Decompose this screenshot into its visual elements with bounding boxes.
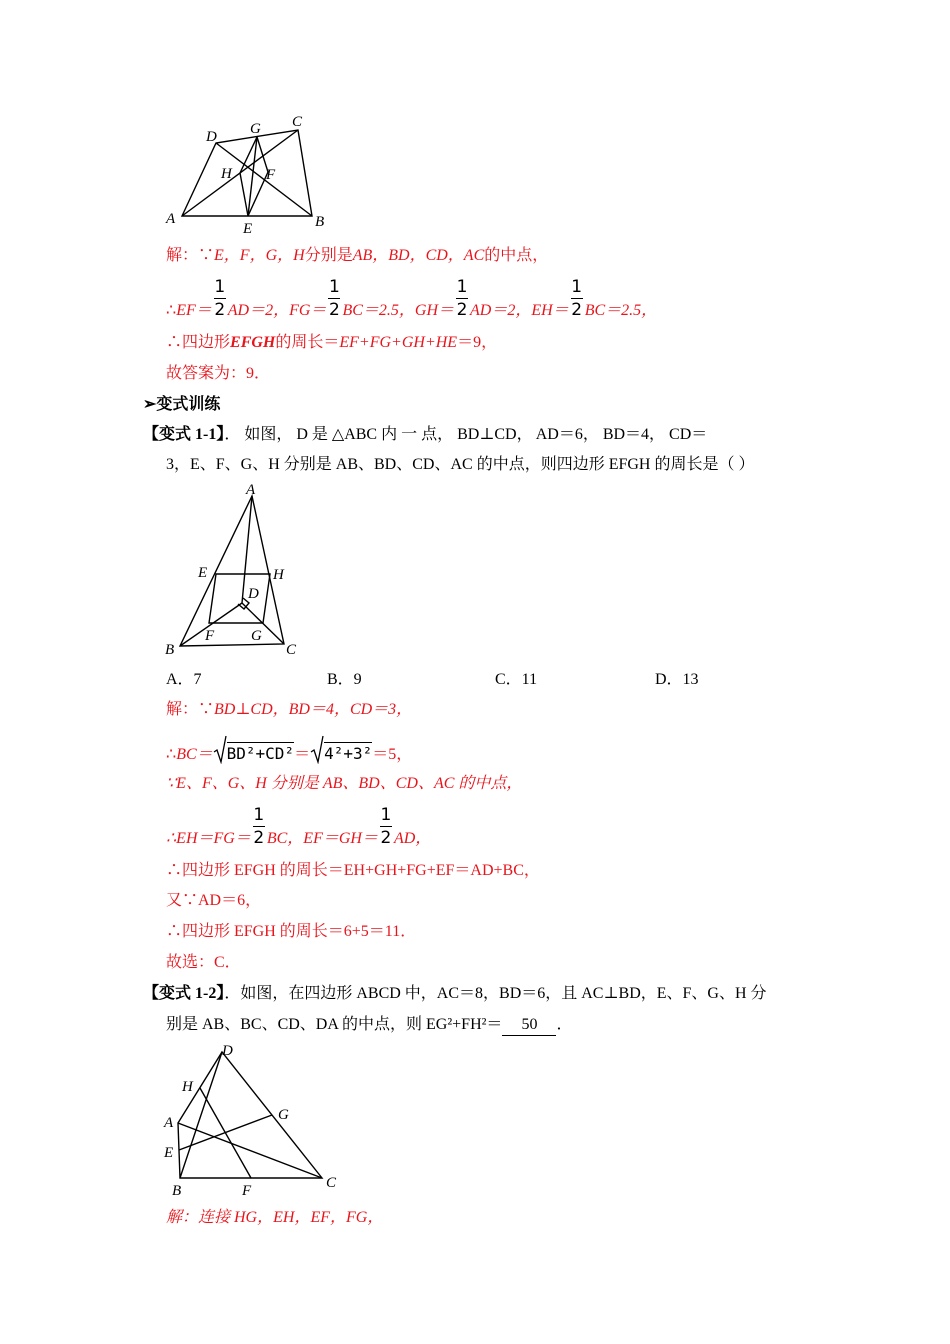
label-D: D <box>206 129 217 145</box>
sol1-line1: 解：∵E，F，G，H分别是AB，BD，CD，AC的中点， <box>166 247 549 264</box>
label-A: A <box>246 482 256 498</box>
answer-blank: 50 <box>502 1015 556 1036</box>
label-G: G <box>278 1107 289 1123</box>
choice-d[interactable]: D．13 <box>655 671 699 688</box>
label-E: E <box>198 565 208 581</box>
sol1-line2: ∴EF＝ $\frac{1}{2}$ AD＝2，FG＝ $\frac{1}{2}$ BC＝2.5，GH＝ $\frac{1}{2}$ AD＝2，EH＝ $\frac{1}{2}$ BC＝2.5， <box>166 277 658 321</box>
label-C: C <box>286 642 297 658</box>
label-G: G <box>251 628 262 644</box>
label-B: B <box>165 642 175 658</box>
sol2-line5: ∴四边形 EFGH 的周长＝EH+GH+FG+EF＝AD+BC， <box>166 862 540 879</box>
sol2-line7: ∴四边形 EFGH 的周长＝6+5＝11． <box>166 923 417 940</box>
sol2-line2: ∴BC＝ BD²+CD²＝ 4²+3²＝5， <box>166 742 412 765</box>
fraction-half: $\frac{1}{2}$ <box>571 277 583 321</box>
label-H: H <box>273 567 284 583</box>
label-A: A <box>166 211 176 227</box>
sol1-line3: ∴四边形EFGH的周长＝EF+FG+GH+HE＝9， <box>166 334 498 351</box>
fraction-half: $\frac{1}{2}$ <box>214 277 226 321</box>
label-E: E <box>164 1145 174 1161</box>
figure-quadrilateral-3 <box>160 1040 350 1200</box>
label-C: C <box>292 114 303 130</box>
question-1-1-line1: 【变式 1-1】． 如图， D 是 △ABC 内 一 点， BD⊥CD， AD＝6， BD＝4， CD＝ <box>143 426 708 443</box>
section-title: ➢变式训练 <box>143 396 221 413</box>
bullet-arrow-icon: ➢ <box>143 396 157 413</box>
label-F: F <box>266 167 276 183</box>
label-H: H <box>182 1079 193 1095</box>
sol3-line1: 解：连接 HG，EH，EF，FG， <box>166 1209 384 1226</box>
choice-c[interactable]: C．11 <box>495 671 538 688</box>
sqrt-expression-2: 4²+3² <box>310 742 372 764</box>
sol1-line4: 故答案为：9． <box>166 365 271 382</box>
sqrt-expression-1: BD²+CD² <box>213 742 294 764</box>
label-H: H <box>221 166 232 182</box>
label-D: D <box>248 586 259 602</box>
question-1-2-line2: 别是 AB、BC、CD、DA 的中点，则 EG²+FH²＝ 50 ． <box>166 1015 572 1036</box>
fraction-half: $\frac{1}{2}$ <box>329 277 340 321</box>
question-1-1-line2: 3，E、F、G、H 分别是 AB、BD、CD、AC 的中点，则四边形 EFGH 的周长是（ ） <box>166 456 755 473</box>
fraction-half: $\frac{1}{2}$ <box>456 277 468 321</box>
label-F: F <box>205 628 215 644</box>
fraction-half: $\frac{1}{2}$ <box>380 805 392 849</box>
sol2-line6: 又∵AD＝6， <box>166 892 262 909</box>
label-G: G <box>250 121 261 137</box>
label-C: C <box>326 1175 337 1191</box>
label-A: A <box>164 1115 174 1131</box>
figure-triangle-2 <box>160 478 310 663</box>
sol2-line1: 解：∵BD⊥CD，BD＝4，CD＝3， <box>166 701 413 718</box>
choice-a[interactable]: A．7 <box>166 671 202 688</box>
sol2-line8: 故选：C． <box>166 954 241 971</box>
label-D: D <box>222 1043 233 1059</box>
label-F: F <box>242 1183 252 1199</box>
label-E: E <box>243 221 253 237</box>
fraction-half: $\frac{1}{2}$ <box>253 805 265 849</box>
sol2-line4: ∴EH＝FG＝ $\frac{1}{2}$ BC，EF＝GH＝ $\frac{1}{2}$ AD， <box>166 805 432 849</box>
figure-quadrilateral-1 <box>160 110 340 240</box>
sol2-line3: ∵E、F、G、H 分别是 AB、BD、CD、AC 的中点， <box>166 775 523 792</box>
question-1-2-line1: 【变式 1-2】．如图，在四边形 ABCD 中，AC＝8，BD＝6，且 AC⊥BD，E、F、G、H 分 <box>143 985 767 1002</box>
choice-b[interactable]: B．9 <box>327 671 362 688</box>
label-B: B <box>172 1183 182 1199</box>
label-B: B <box>315 214 325 230</box>
